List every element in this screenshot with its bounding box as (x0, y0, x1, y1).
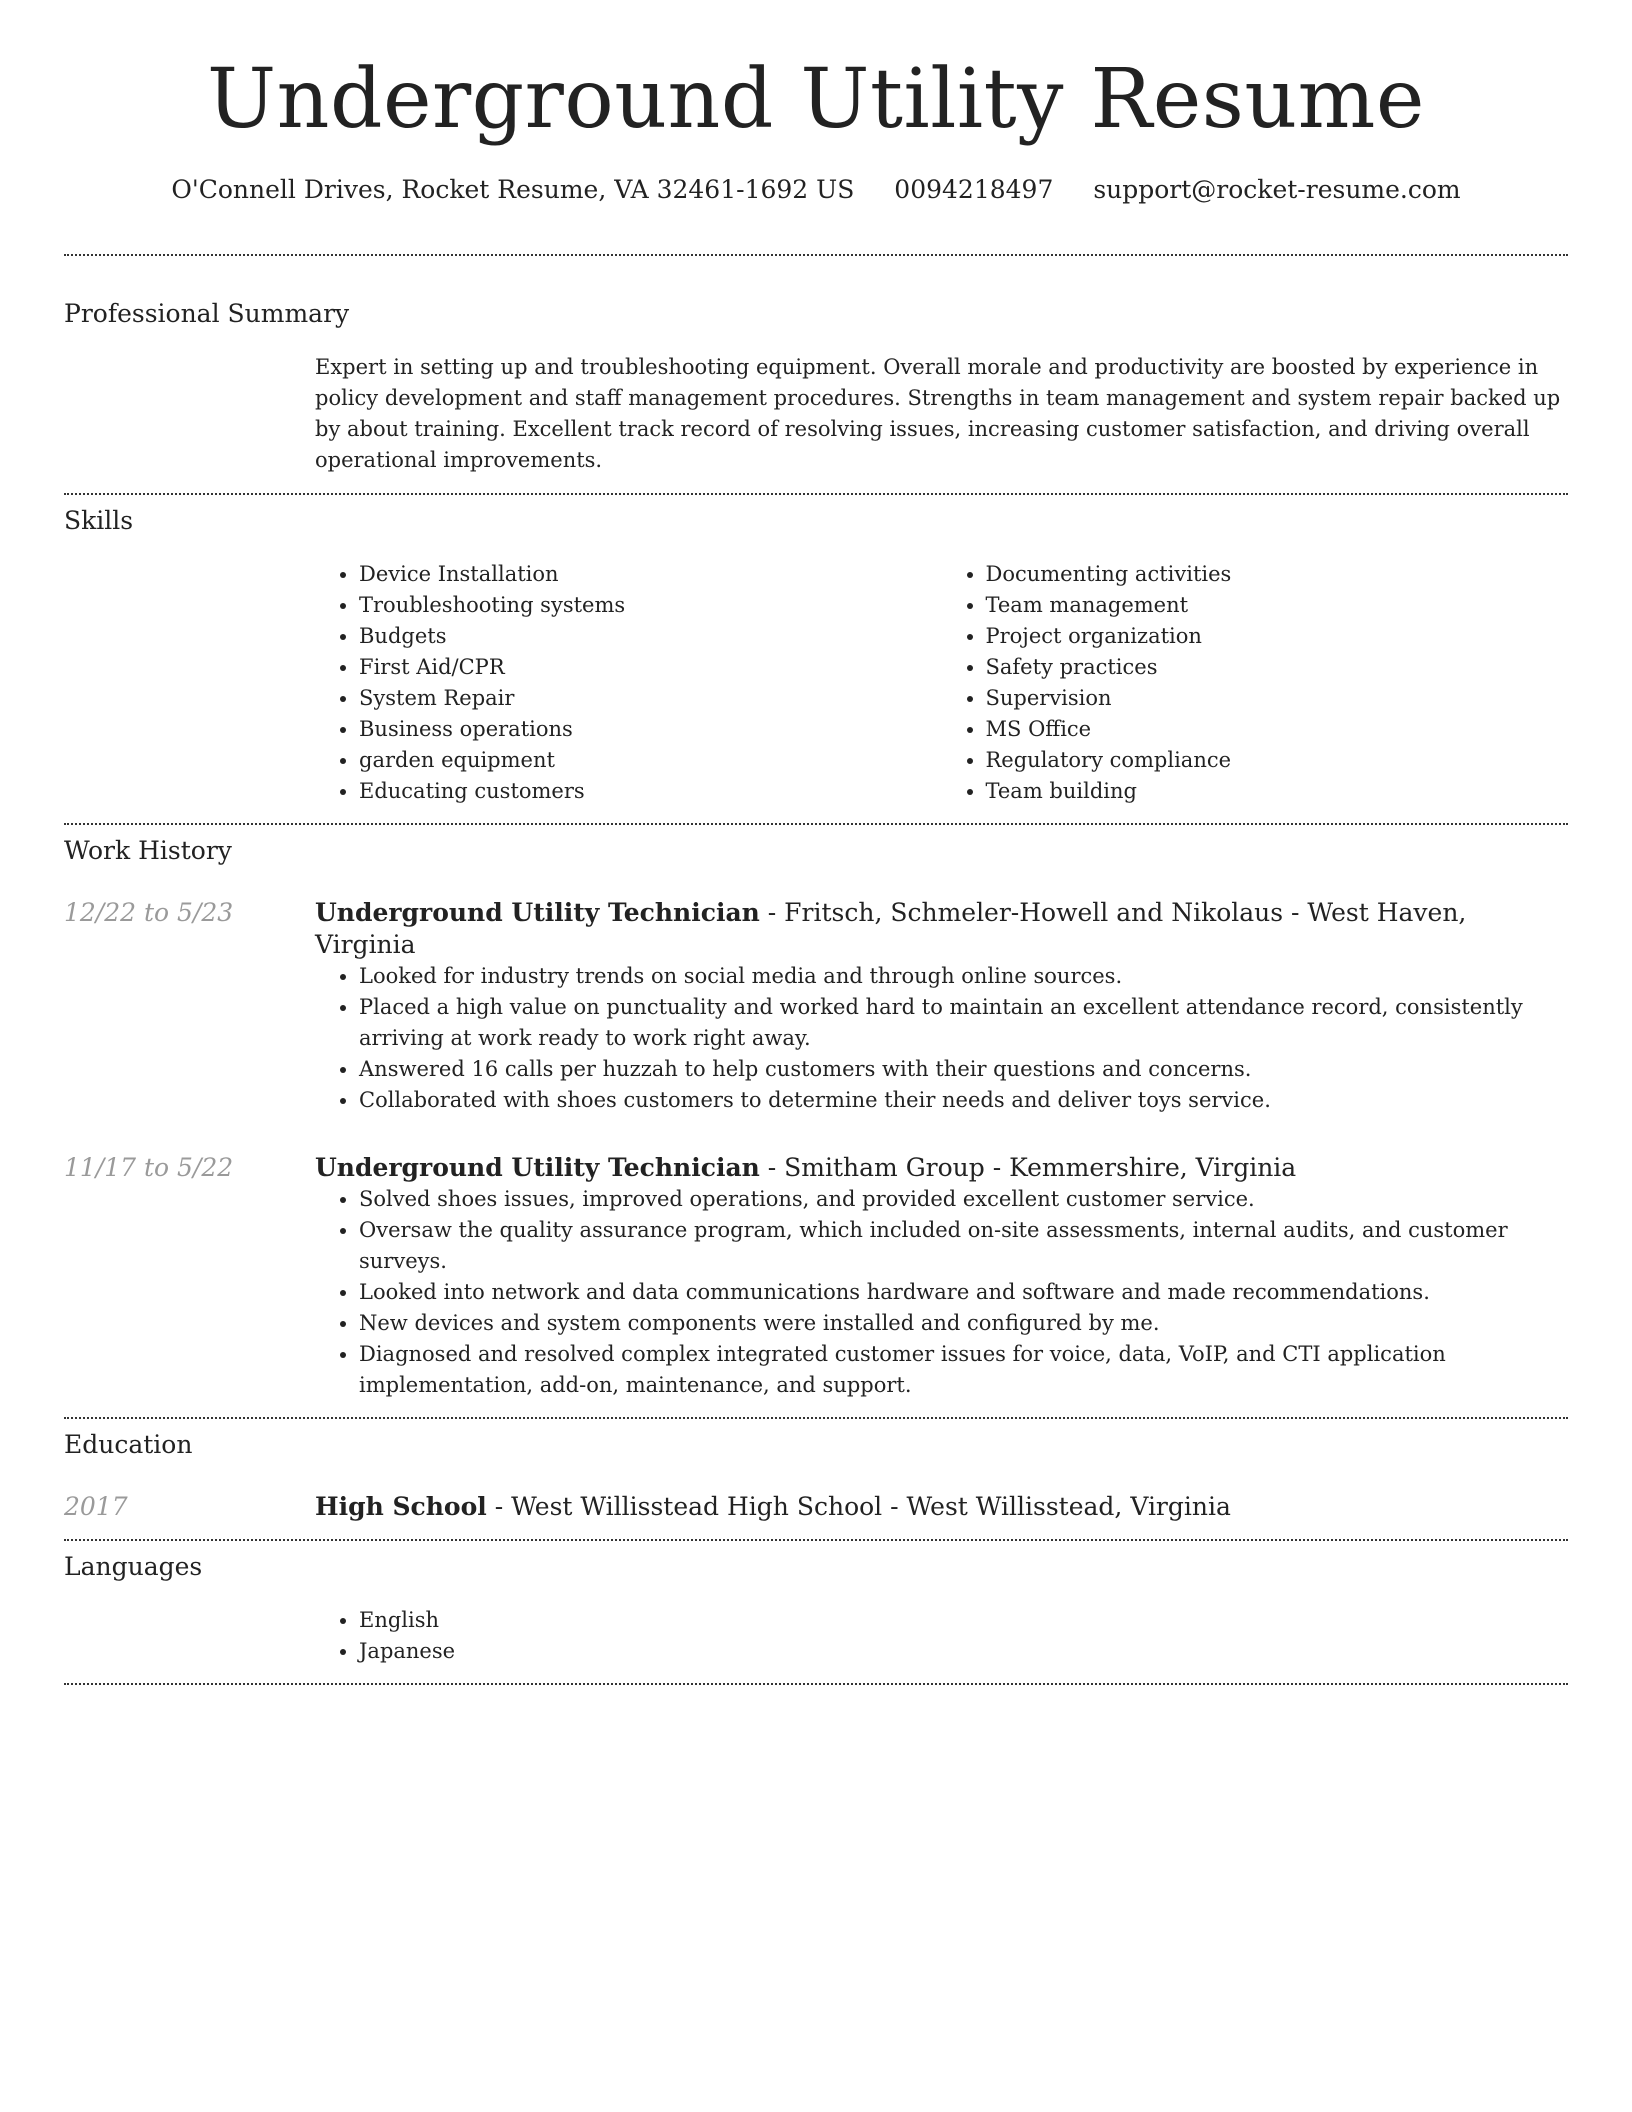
job-heading (315, 1152, 1568, 1184)
language-item: • English (359, 1605, 1568, 1636)
education-section (64, 1419, 1568, 1539)
job-bullet-list (315, 961, 1568, 1116)
job-bullet-list (315, 1184, 1568, 1401)
job-bullet: • New devices and system components were installed and configured by me. (359, 1308, 1568, 1339)
job-heading (315, 897, 1568, 961)
skill-item: • First Aid/CPR (359, 652, 942, 683)
job-entry (64, 1152, 1568, 1401)
section-heading-work-history: Work History (64, 836, 232, 865)
skill-item: • MS Office (986, 714, 1569, 745)
skill-item: • Team building (986, 776, 1569, 807)
job-bullet: • Looked into network and data communications hardware and software and made recommendations. (359, 1277, 1568, 1308)
resume-header (64, 0, 1568, 206)
job-bullet: • Placed a high value on punctuality and worked hard to maintain an excellent attendance record, consistently arriving at work ready to work right away. (359, 992, 1568, 1054)
skills-list-right (942, 559, 1569, 807)
job-entry (64, 897, 1568, 1116)
skill-item: • Supervision (986, 683, 1569, 714)
contact-phone: 0094218497 (894, 175, 1054, 204)
languages-list (315, 1605, 1568, 1667)
job-bullet: • Collaborated with shoes customers to determine their needs and deliver toys service. (359, 1085, 1568, 1116)
skill-item: • System Repair (359, 683, 942, 714)
job-role: Underground Utility Technician (315, 1153, 760, 1182)
job-bullet: • Looked for industry trends on social media and through online sources. (359, 961, 1568, 992)
skill-item: • Budgets (359, 621, 942, 652)
skill-item: • Educating customers (359, 776, 942, 807)
job-role: Underground Utility Technician (315, 898, 760, 927)
education-entry (64, 1491, 1568, 1523)
skills-list-left (315, 559, 942, 807)
skills-section (64, 495, 1568, 823)
job-bullet: • Answered 16 calls per huzzah to help customers with their questions and concerns. (359, 1054, 1568, 1085)
skill-item: • garden equipment (359, 745, 942, 776)
skill-item: • Troubleshooting systems (359, 590, 942, 621)
job-employer-location: - Smitham Group - Kemmershire, Virginia (759, 1153, 1297, 1182)
job-bullet: • Solved shoes issues, improved operations, and provided excellent customer service. (359, 1184, 1568, 1215)
skill-item: • Business operations (359, 714, 942, 745)
languages-list-wrap (315, 1605, 1568, 1667)
education-year: 2017 (64, 1492, 128, 1521)
resume-title: Underground Utility Resume (207, 52, 1425, 147)
skill-item: • Team management (986, 590, 1569, 621)
summary-text: Expert in setting up and troubleshooting equipment. Overall morale and productivity are boosted by experience in policy development and staff management procedures. Strengths in team management and system repair backed up by about training. Excellent track record of resolving issues, increasing customer satisfaction, and driving overall operational improvements. (315, 355, 1561, 472)
contact-address: O'Connell Drives, Rocket Resume, VA 32461-1692 US (171, 175, 855, 204)
job-dates: 12/22 to 5/23 (64, 898, 234, 927)
skill-item: • Safety practices (986, 652, 1569, 683)
job-content (315, 1152, 1568, 1401)
professional-summary-section (64, 256, 1568, 493)
skill-item: • Documenting activities (986, 559, 1569, 590)
skill-item: • Device Installation (359, 559, 942, 590)
job-employer-location: - Fritsch, Schmeler-Howell and Nikolaus - West Haven, Virginia (315, 898, 1467, 959)
work-history-section (64, 825, 1568, 1417)
education-school-location: - West Willisstead High School - West Willisstead, Virginia (486, 1492, 1231, 1521)
job-bullet: • Oversaw the quality assurance program, which included on-site assessments, internal audits, and customer surveys. (359, 1215, 1568, 1277)
contact-line (64, 174, 1568, 206)
section-heading-skills: Skills (64, 506, 134, 535)
section-divider (64, 1683, 1568, 1685)
job-bullet: • Diagnosed and resolved complex integrated customer issues for voice, data, VoIP, and CTI application implementation, add-on, maintenance, and support. (359, 1339, 1568, 1401)
skill-item: • Regulatory compliance (986, 745, 1569, 776)
education-heading (315, 1491, 1231, 1523)
section-heading-languages: Languages (64, 1552, 203, 1581)
languages-section (64, 1541, 1568, 1683)
section-heading-summary: Professional Summary (64, 299, 350, 328)
contact-email: support@rocket-resume.com (1093, 175, 1461, 204)
language-item: • Japanese (359, 1636, 1568, 1667)
job-content (315, 897, 1568, 1116)
skills-grid (315, 559, 1568, 807)
skill-item: • Project organization (986, 621, 1569, 652)
job-dates: 11/17 to 5/22 (64, 1153, 234, 1182)
section-heading-education: Education (64, 1430, 193, 1459)
education-degree: High School (315, 1492, 487, 1521)
